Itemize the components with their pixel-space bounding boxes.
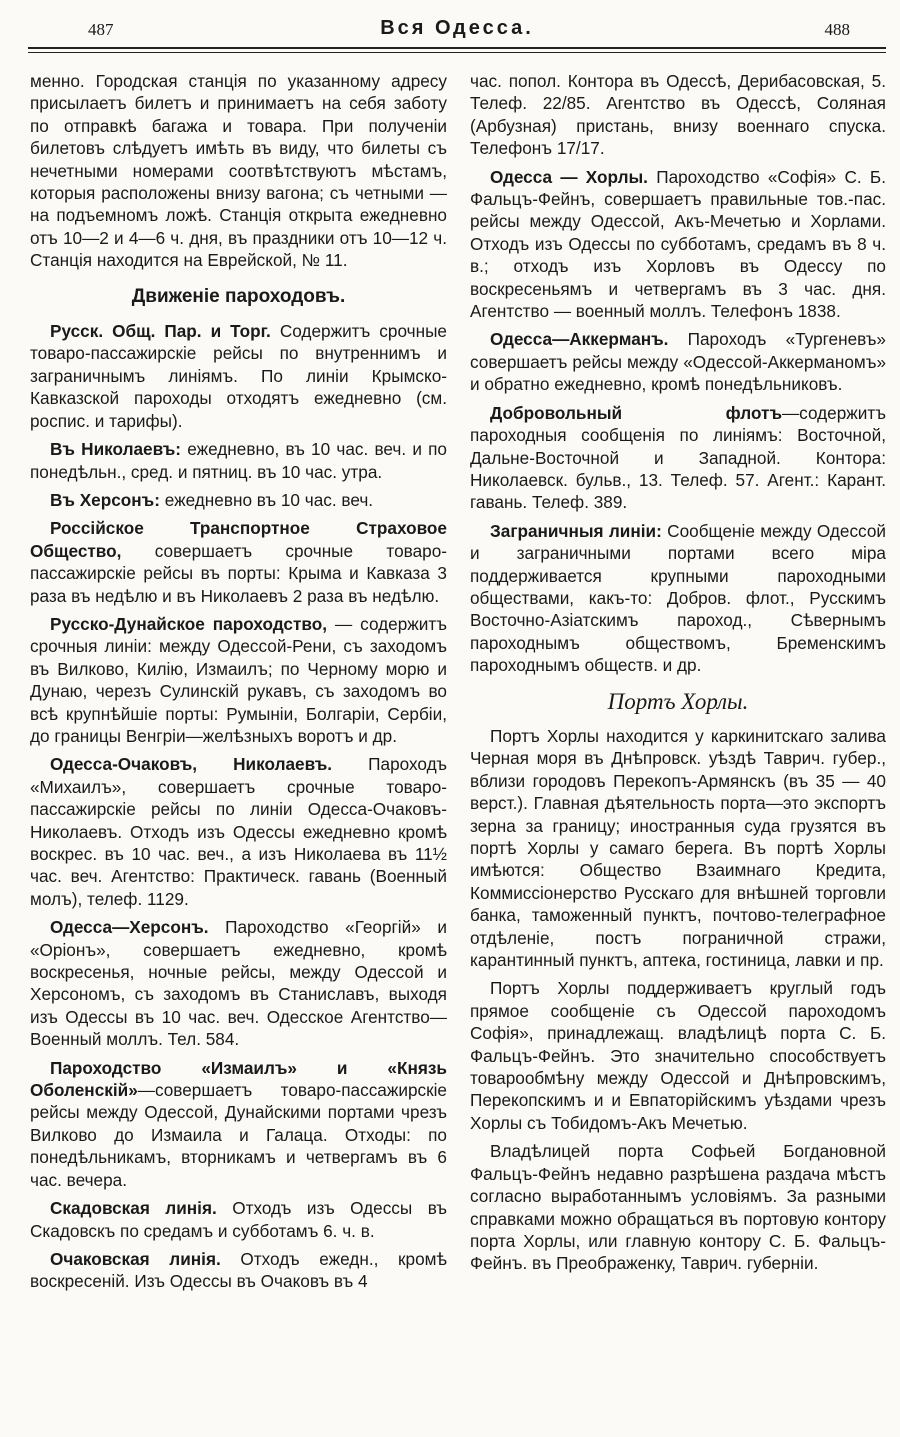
entry-title: Русск. Общ. Пар. и Торг. bbox=[50, 321, 271, 342]
entry-text: Пароходство «Георгій» и «Оріонъ», совершаетъ ежедневно, кромѣ воскресенья, ночные рейсы, между Одессой и Херсономъ, съ заходомъ въ Станиславъ, выходя изъ Одессы въ 10 час. веч. Одесское Агентство—Военный моллъ. Тел. 584. bbox=[30, 917, 447, 1050]
left-column bbox=[30, 70, 447, 1299]
paragraph: час. попол. Контора въ Одессѣ, Дерибасовская, 5. Телеф. 22/85. Агентство въ Одессѣ, Соляная (Арбузная) пристань, внизу военнаго спуска. Телефонъ 17/17. bbox=[470, 71, 886, 159]
paragraph: Портъ Хорлы находится у каркинитскаго залива Черная моря въ Днѣпровск. уѣздѣ Таврич. губер., вблизи городовъ Перекопъ-Армянскъ (въ 35 — 40 верст.). Главная дѣятельность порта—это экспортъ зерна за границу; иностранныя суда грузятся въ портѣ Хорлы у самаго берега. Въ портѣ Хорлы имѣются: Общество Взаимнаго Кредита, Коммиссіонерство Русскаго для внѣшней торговли банка, таможенный пунктъ, почтово-телеграфное отдѣленіе, постъ пограничной стражи, карантинный пунктъ, аптека, гостиница, лавки и пр. bbox=[470, 725, 886, 971]
entry-text: Пароходство «Софія» С. Б. Фальцъ-Фейнъ, совершаетъ правильные тов.-пас. рейсы между Одессой, Акъ-Мечетью и Хорлами. Отходъ изъ Одессы по субботамъ, средамъ въ 8 ч. в.; отходъ изъ Хорловъ въ Одессу по воскресеньямъ и четвергамъ въ 3 час. дня. Агентство — военный моллъ. Телефонъ 1838. bbox=[470, 166, 886, 322]
paragraph bbox=[30, 613, 447, 747]
entry-title: Русско-Дунайское пароходство, bbox=[50, 613, 327, 634]
paragraph bbox=[30, 753, 447, 910]
entry-text: —содержитъ пароходныя сообщенія по линіямъ: Восточной, Дальне-Восточной и Западной. Контора: Николаевск. бульв., 13. Телеф. 57. Агент.: Карант. гавань. Телеф. 389. bbox=[470, 402, 886, 513]
paragraph: Портъ Хорлы поддерживаетъ круглый годъ прямое сообщеніе съ Одессой пароходомъ Софія», принадлежащ. владѣлицѣ порта С. Б. Фальцъ-Фейнъ. Это значительно способствуетъ товарообмѣну между Одессой и Днѣпровскимъ, Перекопскимъ и и Евпаторійскимъ уѣздами чрезъ Хорлы съ Тобидомъ-Акъ Мечетью. bbox=[470, 978, 886, 1133]
page-number-right: 488 bbox=[824, 20, 850, 39]
entry-text: Сообщеніе между Одессой и заграничными портами всего міра поддерживается крупными пароходными обществами, какъ-то: Добров. флот., Русскимъ Восточно-Азіатскимъ пароход., Сѣвернымъ пароходнымъ обществомъ, Бременскимъ пароходнымъ обществ. и др. bbox=[470, 520, 887, 676]
paragraph bbox=[30, 320, 447, 432]
entry-text: —совершаетъ товаро-пассажирскіе рейсы между Одессой, Дунайскими портами чрезъ Вилково до Измаила и Галаца. Отходы: по понедѣльникамъ, вторникамъ и четвергамъ въ 6 час. вечера. bbox=[30, 1080, 447, 1190]
running-header bbox=[28, 16, 886, 46]
entry-title: Одесса — Хорлы. bbox=[490, 166, 648, 187]
entry-title: Заграничныя линіи: bbox=[490, 520, 662, 541]
section-title-port: Портъ Хорлы. bbox=[607, 688, 749, 714]
section-title: Движеніе пароходовъ. bbox=[131, 285, 346, 307]
entry-title: Очаковская линія. bbox=[50, 1248, 221, 1269]
paragraph bbox=[30, 438, 447, 483]
paragraph: Владѣлицей порта Софьей Богдановной Фальцъ-Фейнъ недавно разрѣшена раздача мѣстъ согласно выработаннымъ условіямъ. За разными справками можно обращаться въ портовую контору порта Хорлы, или главную контору С. Б. Фальцъ-Фейнъ. въ Преображенку, Таврич. губерніи. bbox=[470, 1141, 886, 1274]
paragraph bbox=[30, 1197, 447, 1242]
paragraph bbox=[30, 1057, 447, 1191]
paragraph bbox=[30, 489, 447, 511]
entry-text: ежедневно въ 10 час. веч. bbox=[159, 489, 374, 510]
paragraph bbox=[470, 520, 886, 677]
entry-title: Пароходство «Измаилъ» и «Князь Оболенскій» bbox=[30, 1057, 447, 1101]
paragraph bbox=[30, 517, 447, 607]
entry-text: Отходъ изъ Одессы въ Скадовскъ по средамъ и субботамъ 6. ч. в. bbox=[30, 1198, 447, 1241]
entry-text: Содержитъ срочные товаро-пассажирскіе рейсы по внутреннимъ и заграничнымъ линіямъ. По линіи Крымско-Кавказской пароходы отходятъ ежедневно (см. роспис. и тарифы). bbox=[30, 321, 447, 431]
entry-title: Скадовская линія. bbox=[50, 1198, 217, 1219]
entry-title: Въ Херсонъ: bbox=[50, 489, 160, 510]
paragraph bbox=[470, 328, 886, 395]
entry-text: Отходъ ежедн., кромѣ воскресеній. Изъ Одессы въ Очаковъ въ 4 bbox=[30, 1248, 447, 1292]
entry-title: Добровольный флотъ bbox=[490, 402, 782, 423]
entry-text: совершаетъ срочные товаро-пассажирскіе рейсы въ порты: Крыма и Кавказа 3 раза въ недѣлю и въ Николаевъ 2 раза въ недѣлю. bbox=[30, 540, 447, 606]
paragraph bbox=[30, 916, 447, 1050]
page-number-left: 487 bbox=[88, 20, 114, 39]
entry-text: ежедневно, въ 10 час. веч. и по понедѣльн., сред. и пятниц. въ 10 час. утра. bbox=[30, 439, 447, 482]
paragraph bbox=[30, 1248, 447, 1293]
entry-text: Пароходъ «Тургеневъ» совершаетъ рейсы между «Одессой-Аккерманомъ» и обратно ежедневно, кромѣ понедѣльниковъ. bbox=[470, 329, 886, 395]
entry-title: Одесса—Херсонъ. bbox=[50, 917, 209, 938]
running-title: Вся Одесса. bbox=[380, 17, 534, 39]
paragraph: менно. Городская станція по указанному адресу присылаетъ билетъ и принимаетъ на себя заботу по отправкѣ багажа и товара. При полученіи билетовъ слѣдуетъ имѣть въ виду, что билеты съ нечетными номерами соотвѣтствуютъ мѣстамъ, которыя расположены внизу вагона; съ четными — на подъемномъ ложѣ. Станція открыта ежедневно отъ 10—2 и 4—6 ч. дня, въ праздники отъ 10—12 ч. Станція находится на Еврейской, № 11. bbox=[30, 71, 447, 271]
entry-title: Одесса-Очаковъ, Николаевъ. bbox=[50, 754, 333, 775]
entry-title: Одесса—Аккерманъ. bbox=[490, 329, 669, 350]
right-column bbox=[470, 70, 886, 1281]
header-rule-thick bbox=[28, 47, 886, 49]
header-rule-thin bbox=[28, 52, 886, 53]
entry-text: Пароходъ «Михаилъ», совершаетъ срочные товаро-пассажирскіе рейсы по линіи Одесса-Очаковъ-Николаевъ. Отходъ изъ Одессы ежедневно кромѣ воскрес. въ 10 час. веч., а изъ Николаева въ 11½ час. веч. Агентство: Практическ. гавань (Военный молъ), телеф. 1129. bbox=[30, 754, 447, 909]
entry-text: — содержитъ срочныя линіи: между Одессой-Рени, съ заходомъ въ Вилково, Килію, Измаилъ; по Черному морю и Дунаю, черезъ Сулинскій рукавъ, съ заходомъ во всѣ крупнѣйшіе порты: Румыніи, Болгаріи, Сербіи, до границы Венгріи—желѣзныхъ воротъ и др. bbox=[30, 613, 447, 746]
entry-title: Въ Николаевъ: bbox=[50, 439, 182, 460]
paragraph bbox=[470, 166, 886, 323]
entry-title: Россійское Транспортное Страховое Общество, bbox=[30, 518, 447, 561]
paragraph bbox=[470, 402, 886, 514]
